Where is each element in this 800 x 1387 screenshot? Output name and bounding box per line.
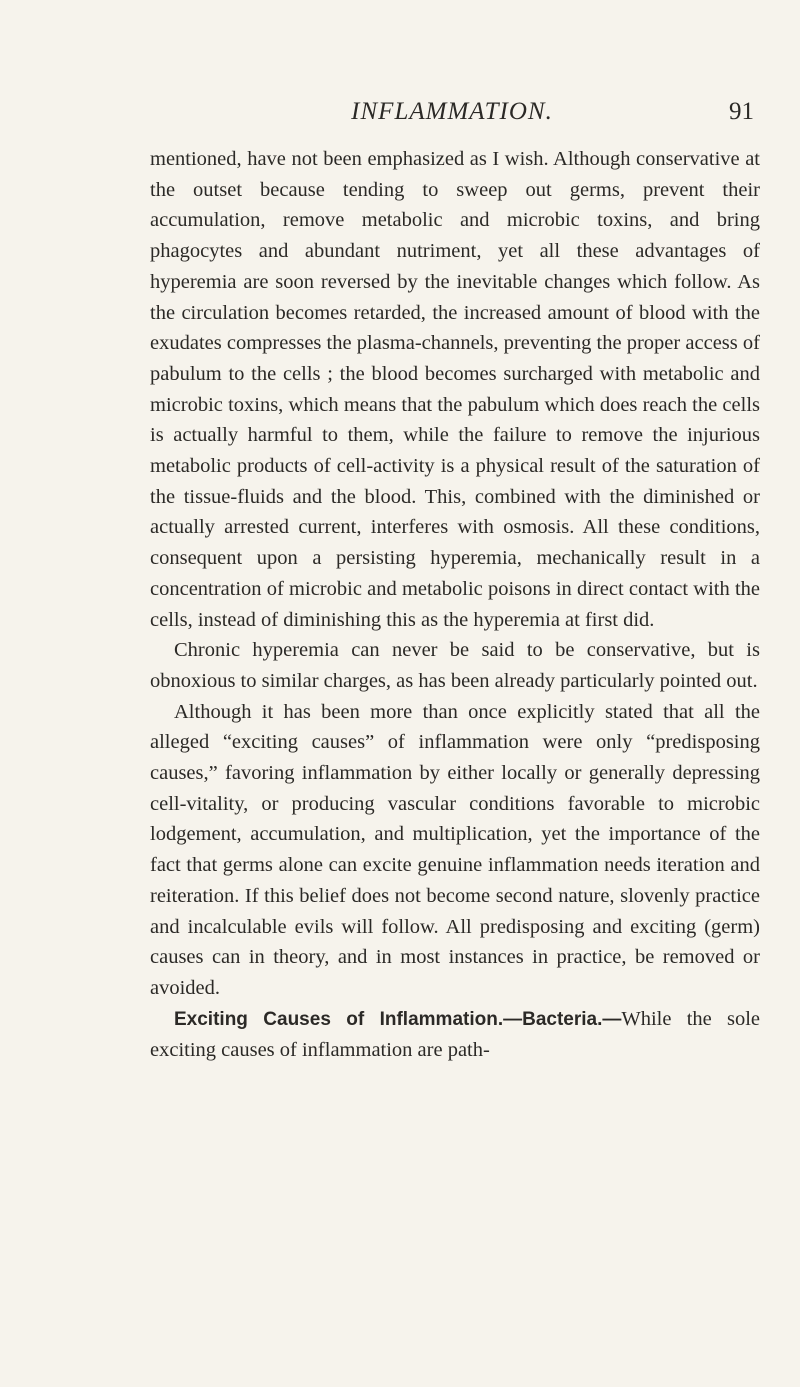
section-heading: Exciting Causes of Inflammation.—Bacteria.— [174,1008,622,1030]
paragraph: Although it has been more than once explicitly stated that all the alleged “exciting causes” of inflammation were only “predisposing causes,” favoring inflammation by either locally or generally depressing cell-vitality, or producing vascular conditions favorable to microbic lodgement, accumulation, and multiplication, yet the importance of the fact that germs alone can excite genuine inflammation needs iteration and reiteration. If this belief does not become second nature, slovenly practice and incalculable evils will follow. All predisposing and exciting (germ) causes can in theory, and in most instances in practice, be removed or avoided. [150,700,760,999]
paragraph: mentioned, have not been emphasized as I wish. Although conservative at the outset because tending to sweep out germs, prevent their accumulation, remove metabolic and microbic toxins, and bring phagocytes and abundant nutriment, yet all these advantages of hyperemia are soon reversed by the inevitable changes which follow. As the circulation becomes retarded, the increased amount of blood with the exudates compresses the plasma-channels, preventing the proper access of pabulum to the cells ; the blood becomes surcharged with metabolic and microbic toxins, which means that the pabulum which does reach the cells is actually harmful to them, while the failure to remove the injurious metabolic products of cell-activity is a physical result of the saturation of the tissue-fluids and the blood. This, combined with the diminished or actually arrested current, interferes with osmosis. All these conditions, consequent upon a persisting hyperemia, mechanically result in a concentration of microbic and metabolic poisons in direct contact with the cells, instead of diminishing this as the hyperemia at first did. [150,148,760,631]
running-header [150,92,754,132]
page-number: 91 [729,98,754,125]
paragraph [150,1004,760,1066]
paragraph: Chronic hyperemia can never be said to be conservative, but is obnoxious to similar charges, as has been already particularly pointed out. [150,639,760,692]
body-text [150,144,760,1066]
paragraph-text: While the sole exciting causes of inflammation are path- [150,1007,760,1062]
running-title: INFLAMMATION. [351,98,553,125]
